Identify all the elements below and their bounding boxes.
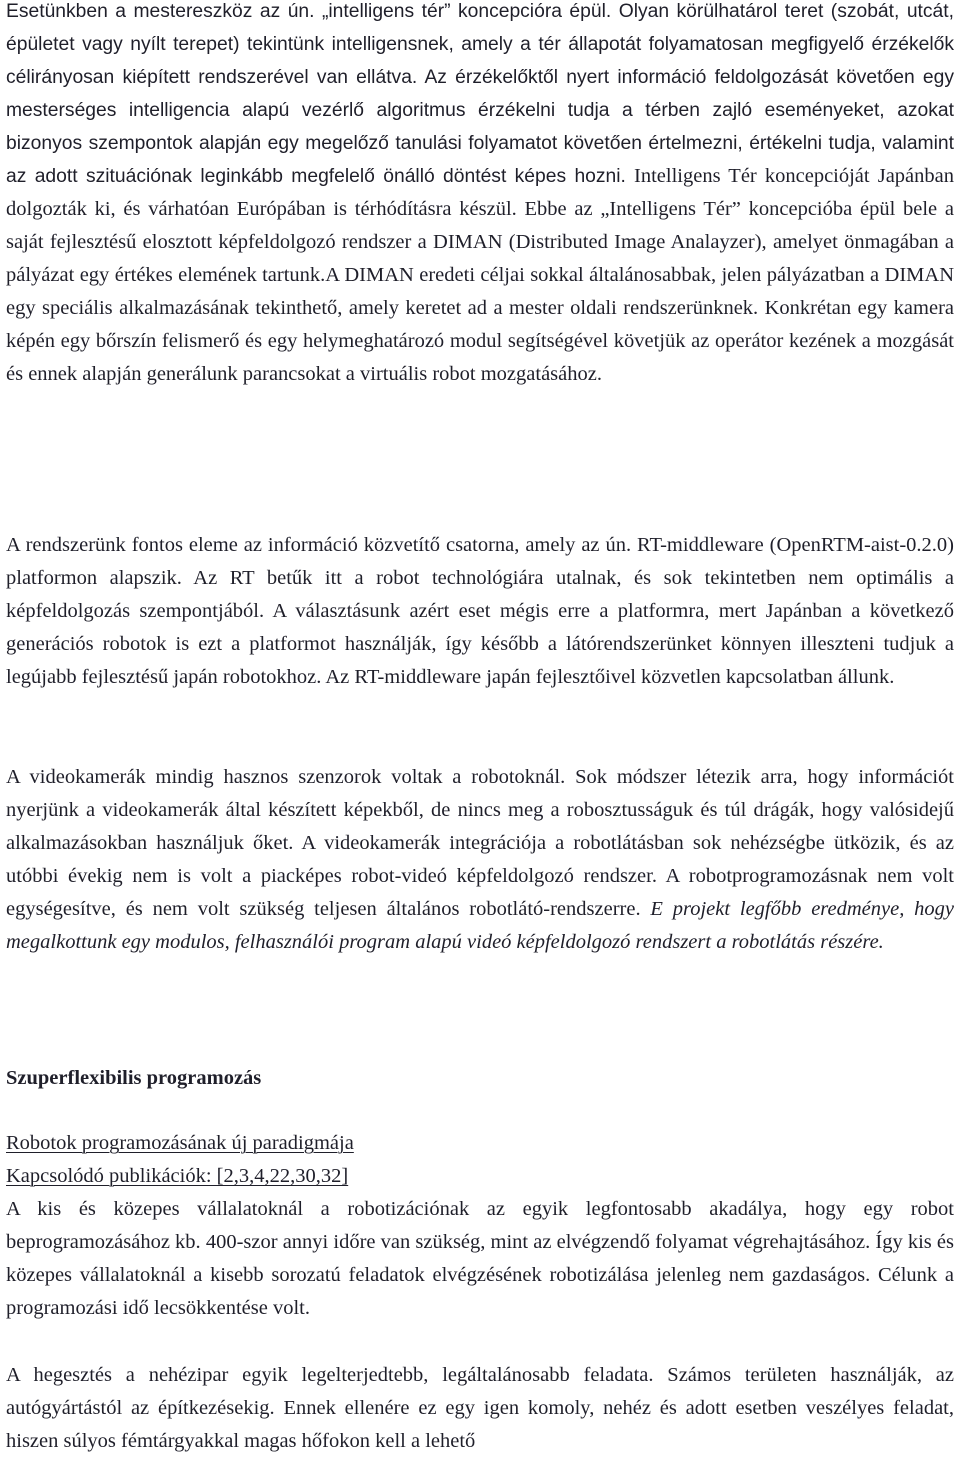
paragraph-intelligent-space-serif-part: Intelligens Tér koncepcióját Japánban dolgozták ki, és várhatóan Európában is térhódításra készül. Ebbe az „Intelligens Tér” koncepcióba épül bele a saját fejlesztésű elosztott képfeldolgozó rendszer a DIMAN (Distributed Image Analayzer), amelyet önmagában a pályázat egy értékes elemének tartunk.A DIMAN eredeti céljai sokkal általánosabbak, jelen pályázatban a DIMAN egy speciális alkalmazásának tekinthető, amely keretet ad a mester oldali rendszerünknek. Konkrétan egy kamera képén egy bőrszín felismerő és egy helymeghatározó modul segítségével követjük az operátor kezének a mozgását és ennek alapján generálunk parancsokat a virtuális robot mozgatásához.	[6, 165, 954, 385]
paragraph-video-cameras	[6, 761, 954, 959]
subheading-block	[6, 1127, 954, 1193]
paragraph-intelligent-space-sans-part: Esetünkben a mestereszköz az ún. „intelligens tér” koncepcióra épül. Olyan körülhatárol teret (szobát, utcát, épületet vagy nyílt terepet) tekintünk intelligensnek, amely a tér állapotát folyamatosan megfigyelő érzékelők célirányosan kiépített rendszerével van ellátva. Az érzékelőktől nyert információ feldolgozását követően egy mesterséges intelligencia alapú vezérlő algoritmus érzékelni tudja a térben zajló eseményeket, azokat bizonyos szempontok alapján egy megelőző tanulási folyamatot követően értelmezni, értékelni tudja, valamint az adott szituációnak leginkább megfelelő önálló döntést képes hozni.	[6, 1, 954, 187]
paragraph-intelligent-space	[6, 0, 954, 391]
paragraph-video-cameras-italic-result: E projekt legfőbb eredménye, hogy megalkottunk egy modulos, felhasználói program alapú videó képfeldolgozó rendszert a robotlátás részére.	[6, 898, 955, 953]
section-heading: Szuperflexibilis programozás	[6, 1067, 262, 1089]
paragraph-rt-middleware: A rendszerünk fontos eleme az információ közvetítő csatorna, amely az ún. RT-middleware (OpenRTM-aist-0.2.0) platformon alapszik. Az RT betűk itt a robot technológiára utalnak, és sok tekintetben nem optimális a képfeldolgozás szempontjából. A választásunk azért eset mégis erre a platformra, mert Japánban a következő generációs robotok is ezt a platformot használják, így később a látórendszerünket könnyen illeszteni tudjuk a legújabb fejlesztésű japán robotokhoz. Az RT-middleware japán fejlesztőivel közvetlen kapcsolatban állunk.	[6, 534, 954, 688]
paragraph-welding: A hegesztés a nehézipar egyik legelterjedtebb, legáltalánosabb feladata. Számos területen használják, az autógyártástól az építkezésekig. Ennek ellenére ez egy igen komoly, nehéz és adott esetben veszélyes feladat, hiszen súlyos fémtárgyakkal magas hőfokon kell a lehető	[6, 1364, 954, 1452]
related-publications: Kapcsolódó publikációk: [2,3,4,22,30,32]	[6, 1165, 349, 1187]
subheading-new-paradigm: Robotok programozásának új paradigmája	[6, 1132, 354, 1154]
paragraph-sme-robotization: A kis és közepes vállalatoknál a robotizációnak az egyik legfontosabb akadálya, hogy egy robot beprogramozásához kb. 400-szor annyi időre van szükség, mint az elvégzendő folyamat végrehajtásához. Így kis és közepes vállalatoknál a kisebb sorozatú feladatok elvégzésének robotizálása jelenleg nem gazdaságos. Célunk a programozási idő lecsökkentése volt.	[6, 1198, 954, 1319]
paragraph-video-cameras-text: A videokamerák mindig hasznos szenzorok voltak a robotoknál. Sok módszer létezik arra, hogy információt nyerjünk a videokamerák által készített képekből, de nincs meg a robosztusságuk és túl drágák, hogy valósidejű alkalmazásokban használjuk őket. A videokamerák integrációja a robotlátásban sok nehézségbe ütközik, és az utóbbi évekig nem is volt a piacképes robot-videó képfeldolgozó rendszer. A robotprogramozásnak nem volt egységesítve, és nem volt szükség teljesen általános robotlátó-rendszerre.	[6, 766, 954, 920]
